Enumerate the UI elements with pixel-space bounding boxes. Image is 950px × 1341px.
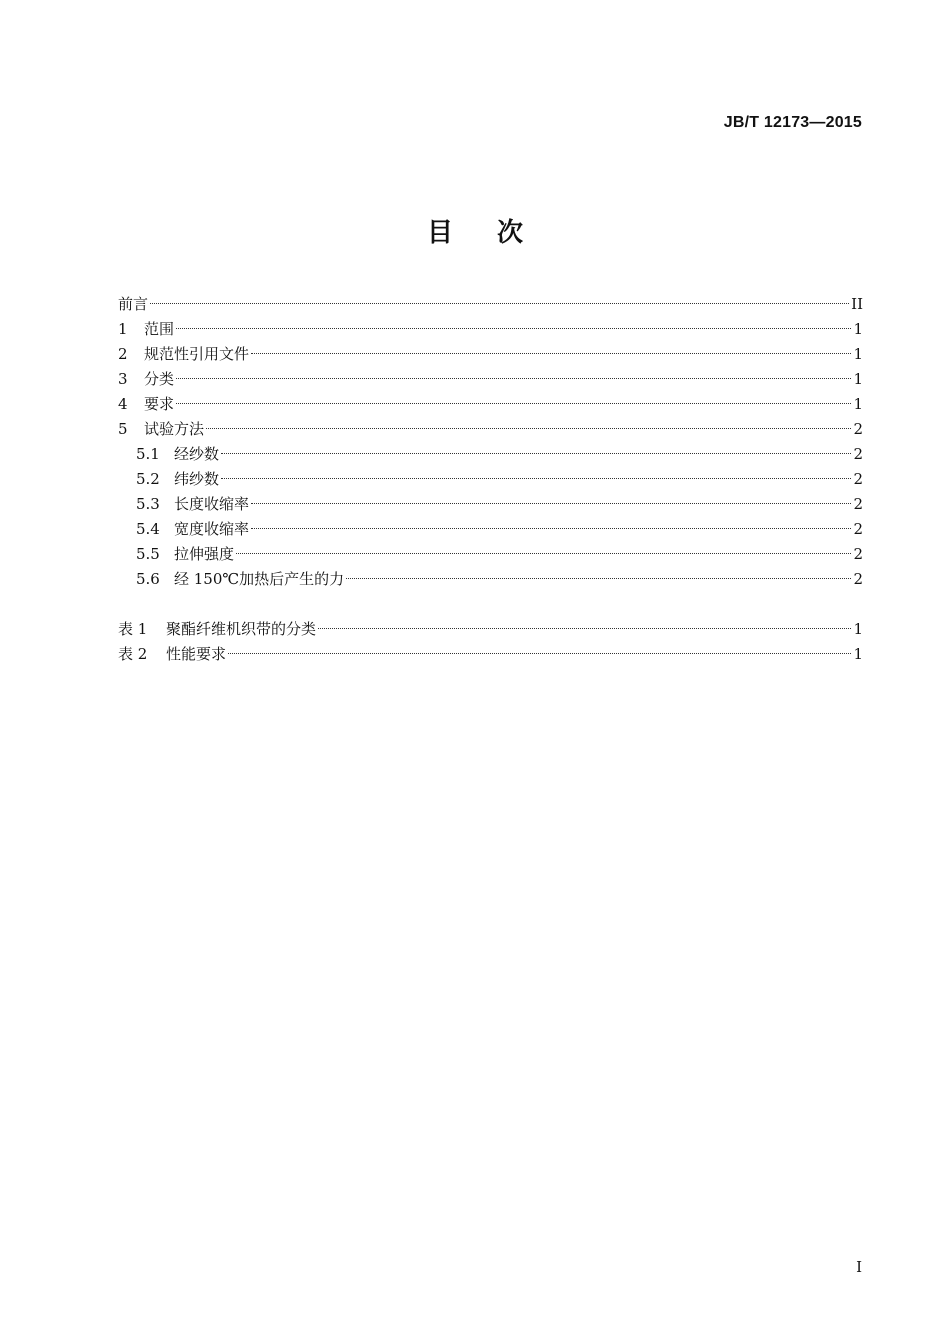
toc-entry[interactable]	[118, 417, 863, 442]
toc-entry-number: 5.2	[136, 470, 160, 488]
document-number: JB/T 12173—2015	[723, 114, 862, 131]
toc-table-entry[interactable]	[118, 642, 863, 667]
toc-entry[interactable]	[118, 492, 863, 517]
toc-entry-label: 经 150℃加热后产生的力	[174, 570, 345, 588]
toc-entry-page: 1	[853, 320, 863, 338]
dot-leader	[176, 328, 851, 329]
toc-entry-page: 1	[853, 345, 863, 363]
page-number: I	[856, 1258, 862, 1276]
toc-entry-label: 性能要求	[166, 645, 227, 663]
toc-entry-label: 规范性引用文件	[144, 345, 250, 363]
toc-entry[interactable]	[118, 517, 863, 542]
toc-entry-page: 2	[853, 495, 863, 513]
dot-leader	[150, 303, 849, 304]
toc-entry-label: 经纱数	[174, 445, 220, 463]
dot-leader	[318, 628, 851, 629]
toc-entry-label: 前言	[118, 295, 149, 313]
toc-entry-page: 1	[853, 395, 863, 413]
toc-entry-number: 5.1	[136, 445, 160, 463]
toc-entry[interactable]	[118, 367, 863, 392]
toc-table-entry[interactable]	[118, 617, 863, 642]
toc-tables	[118, 617, 863, 667]
toc-entry-page: 2	[853, 520, 863, 538]
dot-leader	[251, 503, 851, 504]
dot-leader	[251, 353, 851, 354]
toc-entry-page: 1	[853, 370, 863, 388]
toc-entry-number: 5	[118, 420, 128, 438]
toc-entry-label: 范围	[144, 320, 175, 338]
toc-entry-label: 宽度收缩率	[174, 520, 250, 538]
toc-entry-label: 拉伸强度	[174, 545, 235, 563]
toc-entry-page: 2	[853, 445, 863, 463]
dot-leader	[251, 528, 851, 529]
dot-leader	[176, 378, 851, 379]
toc-entry-number: 4	[118, 395, 128, 413]
toc-entry-page: 1	[853, 620, 863, 638]
toc-entry[interactable]	[118, 567, 863, 592]
dot-leader	[206, 428, 851, 429]
toc-sections	[118, 292, 863, 592]
toc-entry-number: 5.6	[136, 570, 160, 588]
toc-entry[interactable]	[118, 467, 863, 492]
toc-entry-page: II	[851, 295, 863, 313]
toc-entry-number: 表 1	[118, 620, 148, 638]
toc-entry-label: 分类	[144, 370, 175, 388]
toc-entry-number: 3	[118, 370, 128, 388]
dot-leader	[221, 478, 851, 479]
dot-leader	[236, 553, 851, 554]
toc-title: 目次	[426, 218, 567, 248]
toc-entry-label: 纬纱数	[174, 470, 220, 488]
toc-entry[interactable]	[118, 542, 863, 567]
dot-leader	[221, 453, 851, 454]
toc-entry[interactable]	[118, 292, 863, 317]
toc-entry-number: 5.4	[136, 520, 160, 538]
toc-entry-label: 长度收缩率	[174, 495, 250, 513]
toc-entry[interactable]	[118, 392, 863, 417]
toc-entry-label: 要求	[144, 395, 175, 413]
toc-entry-page: 2	[853, 470, 863, 488]
toc-entry-number: 2	[118, 345, 128, 363]
toc-entry-page: 1	[853, 645, 863, 663]
toc-entry[interactable]	[118, 342, 863, 367]
toc-entry[interactable]	[118, 317, 863, 342]
toc-entry-page: 2	[853, 545, 863, 563]
toc-entry-page: 2	[853, 420, 863, 438]
toc-entry-label: 试验方法	[144, 420, 205, 438]
toc-entry-page: 2	[853, 570, 863, 588]
toc-entry-number: 5.5	[136, 545, 160, 563]
toc-entry-label: 聚酯纤维机织带的分类	[166, 620, 317, 638]
dot-leader	[228, 653, 851, 654]
toc-entry[interactable]	[118, 442, 863, 467]
dot-leader	[346, 578, 851, 579]
toc-entry-number: 1	[118, 320, 128, 338]
toc-entry-number: 表 2	[118, 645, 148, 663]
dot-leader	[176, 403, 851, 404]
toc-entry-number: 5.3	[136, 495, 160, 513]
